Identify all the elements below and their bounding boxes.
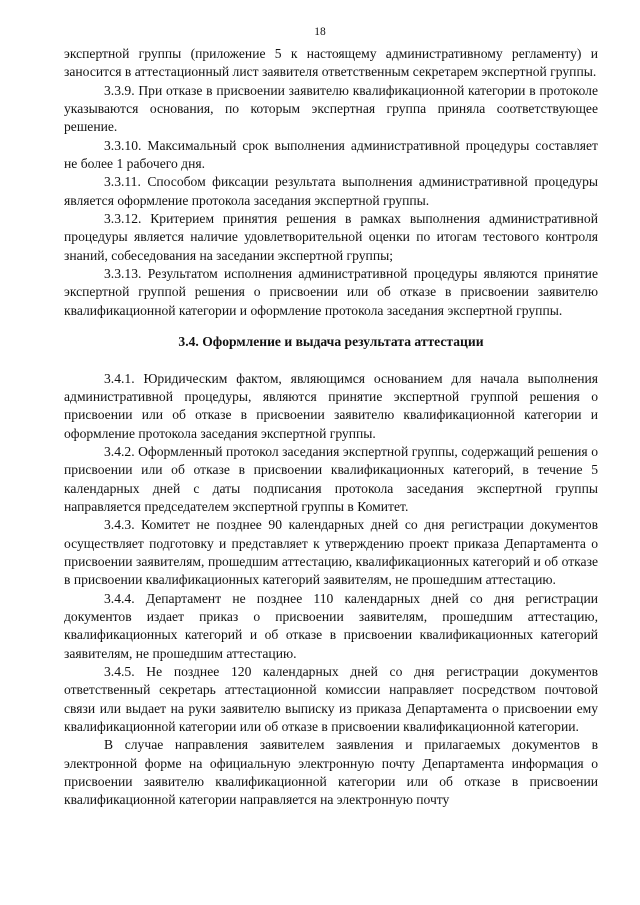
- paragraph-3-4-5: 3.4.5. Не позднее 120 календарных дней со дня регистрации документов ответственный секретарь аттестационной комиссии направляет посредством почтовой связи или выдает на руки заявителю выписку из приказа Департамента о присвоении ему квалификационной категории или об отказе в присвоении квалификационной категории.: [64, 664, 598, 735]
- paragraph-3-3-13: 3.3.13. Результатом исполнения административной процедуры являются принятие экспертной группой решения о присвоении или об отказе в присвоении заявителю квалификационной категории и оформление протокола заседания экспертной группы.: [64, 266, 598, 318]
- paragraph-3-3-9: 3.3.9. При отказе в присвоении заявителю квалификационной категории в протоколе указываются основания, по которым экспертная группа приняла соответствующее решение.: [64, 82, 598, 135]
- paragraph-3-4-1: 3.4.1. Юридическим фактом, являющимся основанием для начала выполнения административной процедуры, являются принятие экспертной группой решения о присвоении или об отказе в присвоении заявителю квалификационной категории и оформление протокола заседания экспертной группы.: [64, 370, 598, 441]
- paragraph-3-4-4: 3.4.4. Департамент не позднее 110 календарных дней со дня регистрации документов издает приказ о присвоении заявителям, прошедшим аттестацию, квалификационных категорий и об отказе в присвоении квалификационных категорий заявителям, не прошедшим аттестацию.: [64, 590, 598, 661]
- paragraph-3-3-12: 3.3.12. Критерием принятия решения в рамках выполнения административной процедуры является наличие удовлетворительной оценки по итогам тестового контроля знаний, собеседования на заседании экспертной группы;: [64, 211, 598, 263]
- paragraph-3-3-10: 3.3.10. Максимальный срок выполнения административной процедуры составляет не более 1 рабочего дня.: [64, 137, 598, 172]
- paragraph-electronic: В случае направления заявителем заявления и прилагаемых документов в электронной форме на официальную электронную почту Департамента информация о присвоении заявителю квалификационной категории или об отказе в присвоении квалификационной категории направляется на электронную почту: [64, 737, 598, 808]
- document-body: [64, 45, 598, 810]
- page-number: 18: [314, 26, 326, 38]
- section-heading: 3.4. Оформление и выдача результата аттестации: [178, 334, 484, 350]
- paragraph-continuation: экспертной группы (приложение 5 к настоящему административному регламенту) и заносится в аттестационный лист заявителя ответственным секретарем экспертной группы.: [64, 46, 598, 80]
- paragraph-3-4-2: 3.4.2. Оформленный протокол заседания экспертной группы, содержащий решения о присвоении или об отказе в присвоении квалификационных категорий, в течение 5 календарных дней с даты подписания протокола заседания экспертной группы направляется председателем экспертной группы в Комитет.: [64, 443, 598, 514]
- paragraph-3-3-11: 3.3.11. Способом фиксации результата выполнения административной процедуры является оформление протокола заседания экспертной группы.: [64, 174, 598, 208]
- paragraph-3-4-3: 3.4.3. Комитет не позднее 90 календарных дней со дня регистрации документов осуществляет подготовку и представляет к утверждению проект приказа Департамента о присвоении заявителям, прошедшим аттестацию, квалификационных категорий и об отказе в присвоении квалификационных категорий заявителям, не прошедшим аттестацию.: [64, 517, 598, 588]
